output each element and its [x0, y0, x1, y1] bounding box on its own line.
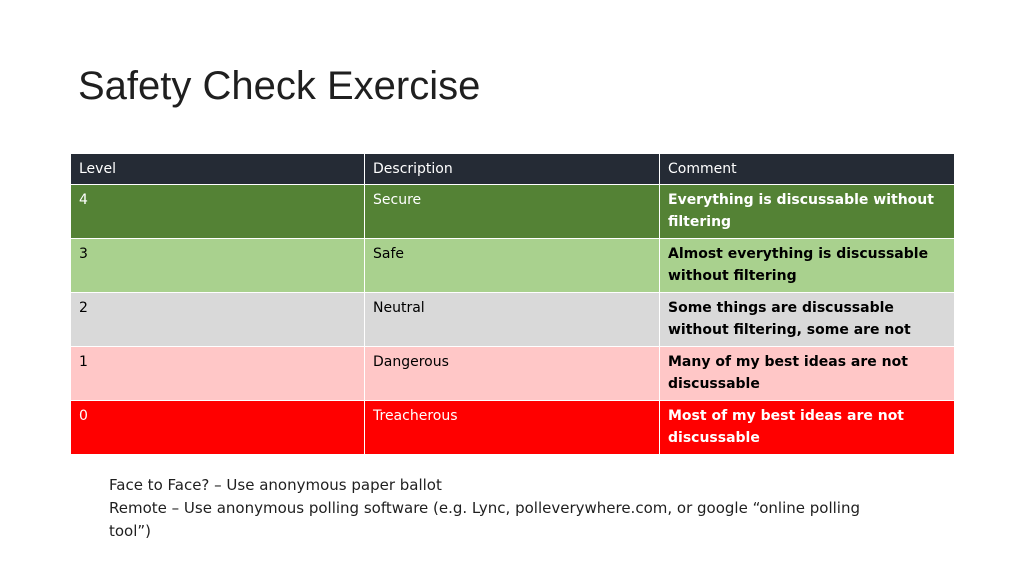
header-comment: Comment: [660, 154, 955, 185]
cell-comment: Everything is discussable without filtering: [660, 185, 955, 239]
cell-level: 0: [71, 401, 365, 455]
cell-description: Safe: [365, 239, 660, 293]
table-row: [71, 293, 955, 347]
slide-title: Safety Check Exercise: [78, 64, 481, 108]
table-row: [71, 401, 955, 455]
safety-level-table: [70, 153, 955, 455]
cell-description: Treacherous: [365, 401, 660, 455]
table-header-row: [71, 154, 955, 185]
table-row: [71, 347, 955, 401]
cell-level: 4: [71, 185, 365, 239]
cell-level: 3: [71, 239, 365, 293]
cell-comment: Some things are discussable without filtering, some are not: [660, 293, 955, 347]
cell-level: 2: [71, 293, 365, 347]
instructions: [109, 474, 869, 543]
instruction-face-to-face: Face to Face? – Use anonymous paper ballot: [109, 476, 442, 494]
cell-description: Dangerous: [365, 347, 660, 401]
table-row: [71, 239, 955, 293]
cell-comment: Most of my best ideas are not discussable: [660, 401, 955, 455]
safety-level-table-container: [70, 153, 954, 455]
cell-level: 1: [71, 347, 365, 401]
header-level: Level: [71, 154, 365, 185]
cell-comment: Almost everything is discussable without filtering: [660, 239, 955, 293]
cell-comment: Many of my best ideas are not discussable: [660, 347, 955, 401]
table-row: [71, 185, 955, 239]
cell-description: Secure: [365, 185, 660, 239]
header-description: Description: [365, 154, 660, 185]
instruction-remote: Remote – Use anonymous polling software (e.g. Lync, polleverywhere.com, or google “online polling tool”): [109, 499, 861, 540]
cell-description: Neutral: [365, 293, 660, 347]
